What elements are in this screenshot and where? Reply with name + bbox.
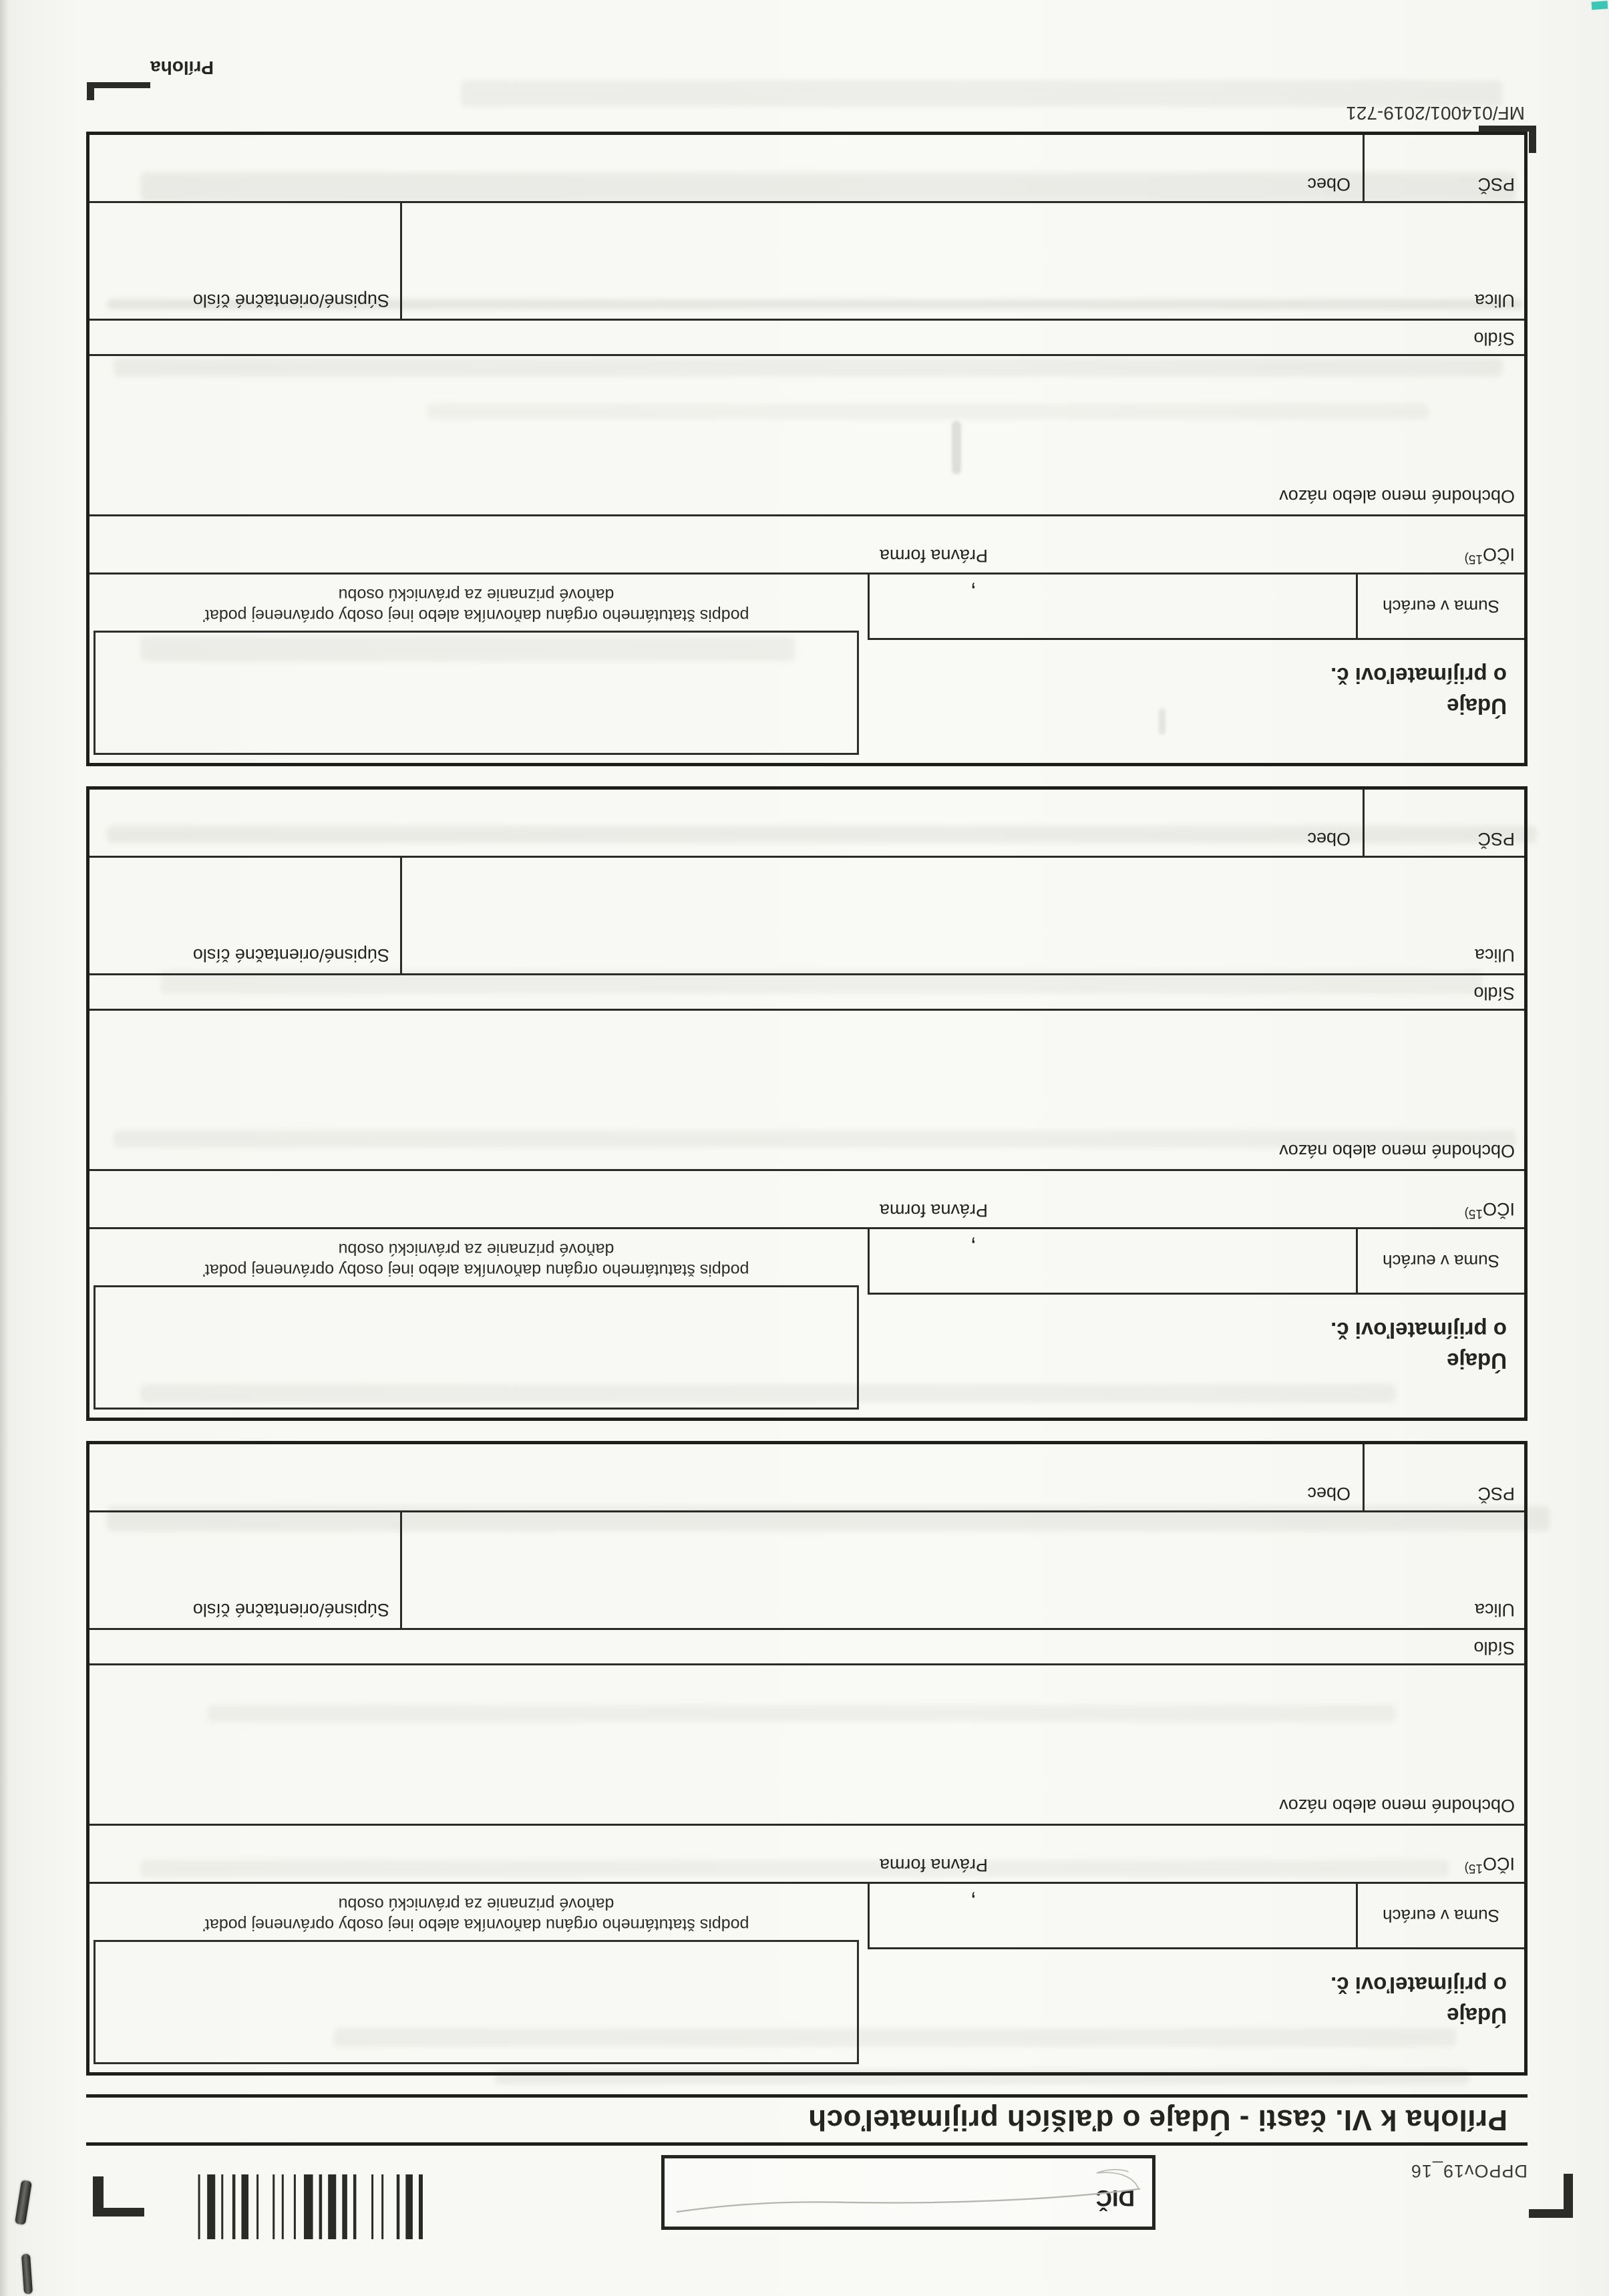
legal-form-label: Právna forma: [879, 1200, 988, 1220]
recipient-header-row: [90, 1882, 1524, 2072]
house-number-cell: [90, 858, 402, 973]
postcode-cell: [1363, 1444, 1524, 1510]
business-name-row: [90, 354, 1524, 514]
footnote-ref: 15): [1464, 1206, 1483, 1220]
amount-input-box: [868, 1229, 1356, 1293]
amount-label: Suma v eurách: [1356, 1229, 1524, 1293]
ico-row: [90, 1169, 1524, 1227]
street-cell: [402, 858, 1524, 973]
amount-input-box: [868, 1884, 1356, 1947]
amount-label: Suma v eurách: [1356, 575, 1524, 638]
decimal-comma: ,: [970, 1890, 977, 1915]
business-name-row: [90, 1663, 1524, 1824]
registered-office-row: [90, 973, 1524, 1009]
city-cell: [90, 790, 1363, 856]
recipient-header-row: [90, 572, 1524, 763]
business-name-row: [90, 1009, 1524, 1169]
house-number-cell: [90, 203, 402, 319]
street-label: Ulica: [1474, 1600, 1515, 1620]
house-number-cell: [90, 1512, 402, 1628]
legal-form-label: Právna forma: [879, 546, 988, 566]
crop-mark-top-left: [1529, 2174, 1573, 2218]
ico-label: IČO$^{15)}$: [1464, 1854, 1515, 1875]
recipient-block-title: Údaje o prijímateľovi č.: [1330, 1973, 1507, 2028]
amount-label: Suma v eurách: [1356, 1884, 1524, 1947]
postcode-label: PSČ: [1477, 829, 1515, 849]
registered-office-label: Sídlo: [1473, 329, 1515, 349]
street-cell: [402, 1512, 1524, 1628]
signature-box: [94, 1285, 859, 1410]
recipient-block: [86, 1441, 1528, 2076]
amount-row: [868, 575, 1524, 640]
pencil-scribble: [665, 2158, 1152, 2227]
footnote-ref: 15): [1464, 1861, 1483, 1875]
postcode-label: PSČ: [1477, 1484, 1515, 1504]
legal-form-label: Právna forma: [879, 1855, 988, 1875]
postcode-label: PSČ: [1477, 174, 1515, 194]
street-label: Ulica: [1474, 945, 1515, 965]
crop-mark-bottom-left: [1479, 126, 1536, 153]
signature-box: [94, 1940, 859, 2064]
city-label: Obec: [1307, 174, 1351, 194]
amount-row: [868, 1229, 1524, 1295]
street-cell: [402, 203, 1524, 319]
amount-row: [868, 1884, 1524, 1949]
recipient-block-title: Údaje o prijímateľovi č.: [1330, 1318, 1507, 1373]
street-row: [90, 856, 1524, 973]
recipient-block: [86, 132, 1528, 766]
street-row: [90, 1510, 1524, 1628]
ico-row: [90, 1824, 1524, 1882]
registered-office-label: Sídlo: [1473, 1638, 1515, 1658]
house-number-label: Súpisné/orientačné číslo: [192, 291, 389, 311]
city-label: Obec: [1307, 1484, 1351, 1504]
ico-row: [90, 514, 1524, 572]
street-label: Ulica: [1474, 291, 1515, 311]
registered-office-row: [90, 319, 1524, 354]
business-name-label: Obchodné meno alebo názov: [1279, 1796, 1515, 1816]
form-version-code: DPPOv19_16: [1410, 2161, 1528, 2181]
signature-caption: podpis štatutárneho orgánu daňovníka alebo inej osoby oprávnenej podať daňové priznanie za právnickú osobu: [203, 1895, 749, 1934]
signature-box: [94, 631, 859, 755]
footnote-ref: 15): [1464, 552, 1483, 566]
signature-caption: podpis štatutárneho orgánu daňovníka alebo inej osoby oprávnenej podať daňové priznanie za právnickú osobu: [203, 585, 749, 625]
signature-caption: podpis štatutárneho orgánu daňovníka alebo inej osoby oprávnenej podať daňové priznanie za právnickú osobu: [203, 1240, 749, 1279]
city-label: Obec: [1307, 829, 1351, 849]
ico-label: IČO$^{15)}$: [1464, 1199, 1515, 1220]
ministry-reference: MF/014001/2019-721: [1346, 103, 1525, 124]
ico-label: IČO$^{15)}$: [1464, 544, 1515, 566]
page-title: Príloha k VI. časti - Údaje o ďalších prijímateľoch: [808, 2104, 1507, 2137]
postcode-cell: [1363, 790, 1524, 856]
city-cell: [90, 1444, 1363, 1510]
recipient-blocks: [86, 112, 1528, 2076]
dic-label: DIČ: [1095, 2185, 1135, 2210]
decimal-comma: ,: [970, 1235, 977, 1261]
recipient-block-title: Údaje o prijímateľovi č.: [1330, 663, 1507, 719]
attachment-footer-label: Príloha: [150, 57, 214, 78]
decimal-comma: ,: [970, 581, 977, 606]
postcode-city-row: [90, 1444, 1524, 1510]
business-name-label: Obchodné meno alebo názov: [1279, 1141, 1515, 1161]
title-bar: [86, 2094, 1528, 2146]
postcode-city-row: [90, 135, 1524, 201]
recipient-header-row: [90, 1227, 1524, 1418]
postcode-city-row: [90, 790, 1524, 856]
street-row: [90, 201, 1524, 319]
crop-mark-bottom-right: [87, 82, 150, 100]
crop-mark-top-right: [93, 2176, 144, 2217]
barcode: [189, 2174, 423, 2239]
recipient-block: [86, 786, 1528, 1421]
city-cell: [90, 135, 1363, 201]
business-name-label: Obchodné meno alebo názov: [1279, 486, 1515, 506]
amount-input-box: [868, 575, 1356, 638]
house-number-label: Súpisné/orientačné číslo: [192, 1600, 389, 1620]
house-number-label: Súpisné/orientačné číslo: [192, 945, 389, 965]
registered-office-row: [90, 1628, 1524, 1663]
registered-office-label: Sídlo: [1473, 983, 1515, 1003]
dic-field-box: [661, 2155, 1155, 2230]
